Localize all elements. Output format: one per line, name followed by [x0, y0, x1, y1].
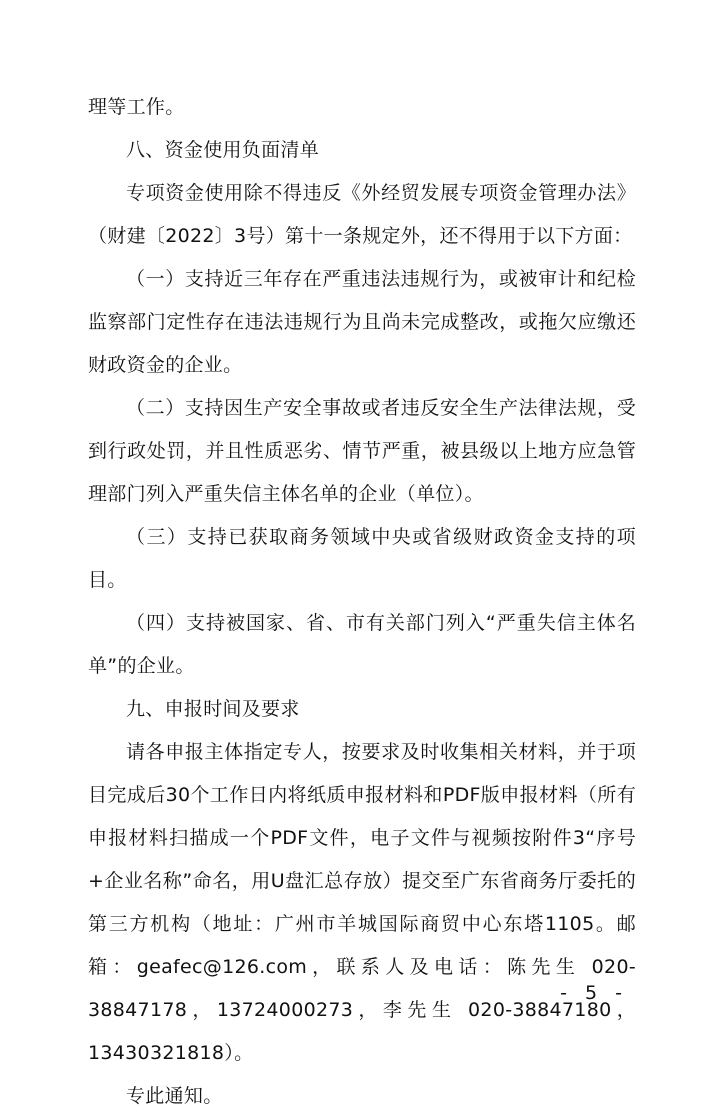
paragraph-closing: 专此通知。: [126, 1085, 223, 1107]
document-body: [88, 86, 636, 1118]
paragraph-item-2: （二）支持因生产安全事故或者违反安全生产法律法规，受到行政处罚，并且性质恶劣、情节严重，被县级以上地方应急管理部门列入严重失信主体名单的企业（单位）。: [88, 397, 636, 505]
section-heading-9: 九、申报时间及要求: [126, 698, 300, 720]
paragraph-submission-requirements: 请各申报主体指定专人，按要求及时收集相关材料，并于项目完成后30个工作日内将纸质申报材料和PDF版申报材料（所有申报材料扫描成一个PDF文件，电子文件与视频按附件3“序号+企业名称”命名，用U盘汇总存放）提交至广东省商务厅委托的第三方机构（地址：广州市羊城国际商贸中心东塔1105。邮箱：geafec@126.com，联系人及电话：陈先生 020-38847178，13724000273，李先生 020-38847180，13430321818）。: [88, 741, 636, 1064]
paragraph-continuation: 理等工作。: [88, 96, 185, 118]
paragraph-item-4: （四）支持被国家、省、市有关部门列入“严重失信主体名单”的企业。: [88, 612, 636, 677]
page-number: - 5 -: [560, 982, 628, 1004]
section-heading-8: 八、资金使用负面清单: [126, 139, 320, 161]
paragraph-item-1: （一）支持近三年存在严重违法违规行为，或被审计和纪检监察部门定性存在违法违规行为且尚未完成整改，或拖欠应缴还财政资金的企业。: [88, 268, 636, 376]
paragraph-fund-usage-intro: 专项资金使用除不得违反《外经贸发展专项资金管理办法》（财建〔2022〕3号）第十一条规定外，还不得用于以下方面：: [88, 182, 636, 247]
paragraph-item-3: （三）支持已获取商务领域中央或省级财政资金支持的项目。: [88, 526, 636, 591]
